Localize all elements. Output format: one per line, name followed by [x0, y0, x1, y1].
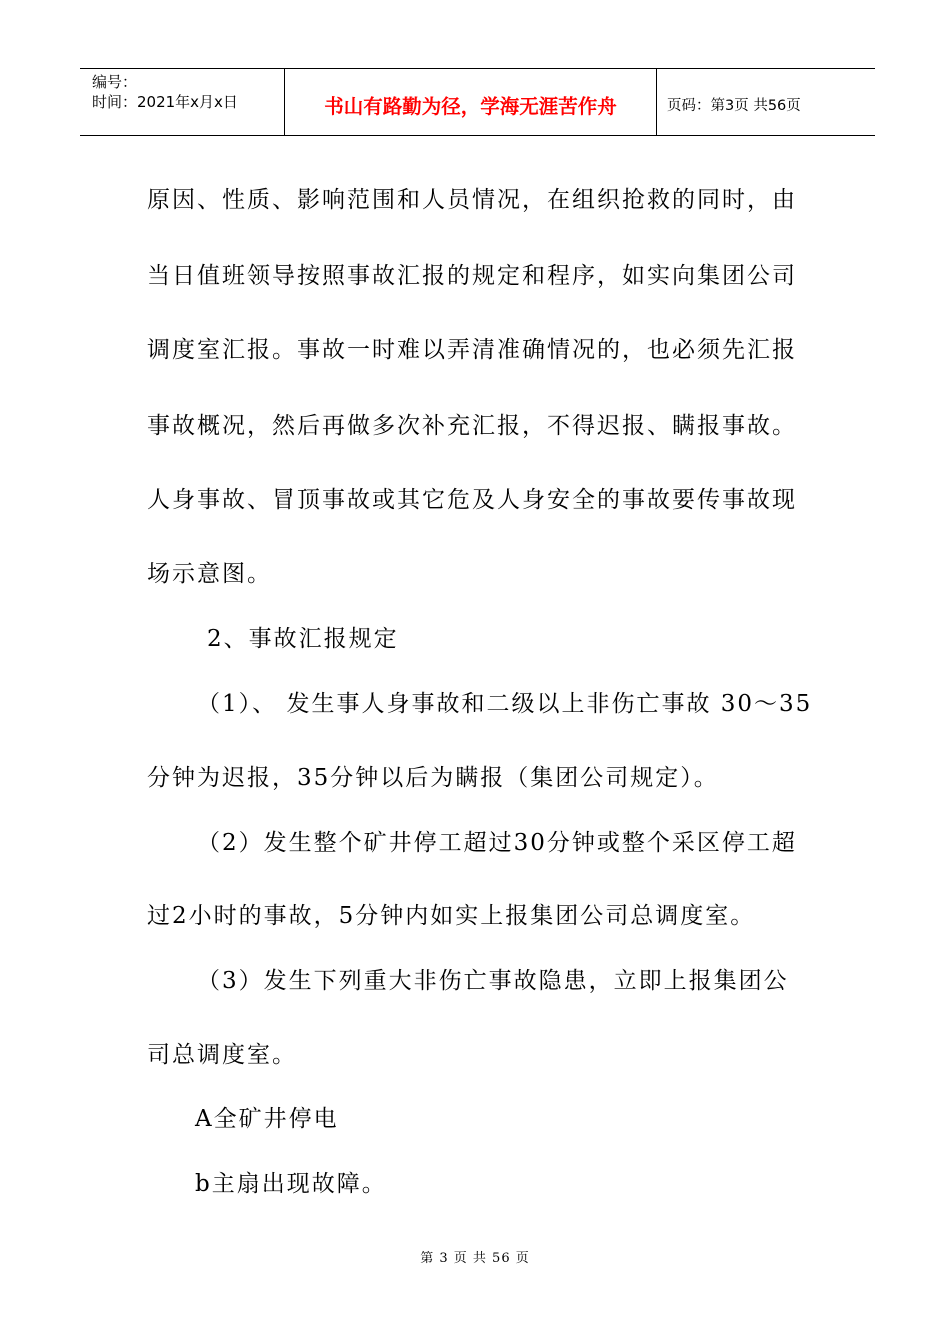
body-line: （3）发生下列重大非伤亡事故隐患，立即上报集团公 [197, 968, 789, 994]
body-line: 过2小时的事故，5分钟内如实上报集团公司总调度室。 [147, 903, 756, 929]
page-footer: 第 3 页 共 56 页 [420, 1251, 530, 1266]
body-line: （1）、 发生事人身事故和二级以上非伤亡事故 30～35 [197, 691, 813, 717]
body-line: 当日值班领导按照事故汇报的规定和程序，如实向集团公司 [147, 263, 797, 289]
body-line: 原因、性质、影响范围和人员情况，在组织抢救的同时，由 [147, 187, 797, 213]
body-line: 分钟为迟报，35分钟以后为瞒报（集团公司规定）。 [147, 765, 719, 791]
page-header [80, 68, 875, 136]
body-line: 人身事故、冒顶事故或其它危及人身安全的事故要传事故现 [147, 487, 797, 513]
date-label: 时间：2021年x月x日 [92, 93, 238, 111]
body-line: 事故概况，然后再做多次补充汇报，不得迟报、瞒报事故。 [147, 413, 797, 439]
section-heading: 2、事故汇报规定 [207, 626, 399, 652]
header-motto: 书山有路勤为径，学海无涯苦作舟 [285, 69, 657, 135]
body-line: （2）发生整个矿井停工超过30分钟或整个采区停工超 [197, 830, 797, 856]
body-line: 场示意图。 [147, 561, 272, 587]
number-label: 编号： [92, 73, 138, 91]
header-page-info: 页码：第3页 共56页 [667, 97, 801, 114]
header-meta [80, 69, 285, 135]
list-item: b主扇出现故障。 [195, 1171, 387, 1197]
list-item: A全矿井停电 [195, 1106, 339, 1132]
body-line: 司总调度室。 [147, 1042, 297, 1068]
body-line: 调度室汇报。事故一时难以弄清准确情况的，也必须先汇报 [147, 337, 797, 363]
